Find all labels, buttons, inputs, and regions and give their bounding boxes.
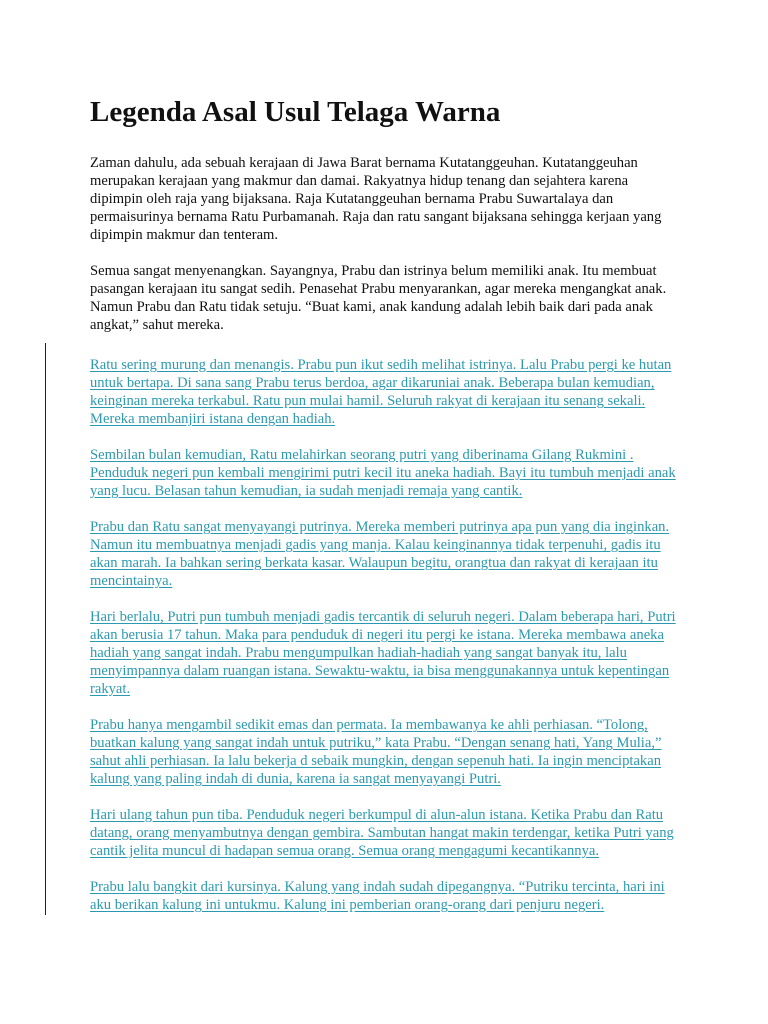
document-title: Legenda Asal Usul Telaga Warna [90,96,501,128]
linked-paragraph-celebration[interactable]: Hari ulang tahun pun tiba. Penduduk negeri berkumpul di alun-alun istana. Ketika Prabu dan Ratu datang, orang menyambutnya dengan gembira. Sambutan hangat makin terdengar, ketika Putri yang cantik jelita muncul di hadapan semua orang. Semua orang mengagumi kecantikannya. [90,807,674,859]
revision-change-bar [45,343,46,915]
paragraph-intro: Zaman dahulu, ada sebuah kerajaan di Jawa Barat bernama Kutatanggeuhan. Kutatanggeuhan merupakan kerajaan yang makmur dan damai. Rakyatnya hidup tenang dan sejahtera karena dipimpin oleh raja yang bijaksana. Raja Kutatanggeuhan bernama Prabu Suwartalaya dan permaisurinya bernama Ratu Purbamanah. Raja dan ratu sangant bijaksana sehingga kerjaan yang dipimpin makmur dan tenteram. [90,155,662,243]
paragraph-no-child: Semua sangat menyenangkan. Sayangnya, Prabu dan istrinya belum memiliki anak. Itu membuat pasangan kerajaan itu sangat sedih. Penasehat Prabu menyarankan, agar mereka mengangkat anak. Namun Prabu dan Ratu tidak setuju. “Buat kami, anak kandung adalah lebih baik dari pada anak angkat,” sahut mereka. [90,263,667,333]
linked-paragraph-birth[interactable]: Sembilan bulan kemudian, Ratu melahirkan seorang putri yang diberinama Gilang Rukmini . Penduduk negeri pun kembali mengirimi putri kecil itu aneka hadiah. Bayi itu tumbuh menjadi anak yang lucu. Belasan tahun kemudian, ia sudah menjadi remaja yang cantik. [90,447,676,499]
document-page [90,94,680,932]
linked-paragraph-spoiled[interactable]: Prabu dan Ratu sangat menyayangi putrinya. Mereka memberi putrinya apa pun yang dia inginkan. Namun itu membuatnya menjadi gadis yang manja. Kalau keinginannya tidak terpenuhi, gadis itu akan marah. Ia bahkan sering berkata kasar. Walaupun begitu, orangtua dan rakyat di kerajaan itu mencintainya. [90,519,670,589]
linked-paragraph-ratu-murung[interactable]: Ratu sering murung dan menangis. Prabu pun ikut sedih melihat istrinya. Lalu Prabu pergi ke hutan untuk bertapa. Di sana sang Prabu terus berdoa, agar dikaruniai anak. Beberapa bulan kemudian, keinginan mereka terkabul. Ratu pun mulai hamil. Seluruh rakyat di kerajaan itu senang sekali. Mereka membanjiri istana dengan hadiah. [90,357,672,427]
linked-paragraph-gift-given[interactable]: Prabu lalu bangkit dari kursinya. Kalung yang indah sudah dipegangnya. “Putriku tercinta, hari ini aku berikan kalung ini untukmu. Kalung ini pemberian orang-orang dari penjuru negeri. [90,879,665,913]
linked-paragraph-birthday-gifts[interactable]: Hari berlalu, Putri pun tumbuh menjadi gadis tercantik di seluruh negeri. Dalam beberapa hari, Putri akan berusia 17 tahun. Maka para penduduk di negeri itu pergi ke istana. Mereka membawa aneka hadiah yang sangat indah. Prabu mengumpulkan hadiah-hadiah yang sangat banyak itu, lalu menyimpannya dalam ruangan istana. Sewaktu-waktu, ia bisa menggunakannya untuk kepentingan rakyat. [90,609,676,697]
linked-paragraph-necklace[interactable]: Prabu hanya mengambil sedikit emas dan permata. Ia membawanya ke ahli perhiasan. “Tolong, buatkan kalung yang sangat indah untuk putriku,” kata Prabu. “Dengan senang hati, Yang Mulia,” sahut ahli perhiasan. Ia lalu bekerja d sebaik mungkin, dengan sepenuh hati. Ia ingin menciptakan kalung yang paling indah di dunia, karena ia sangat menyayangi Putri. [90,717,662,787]
